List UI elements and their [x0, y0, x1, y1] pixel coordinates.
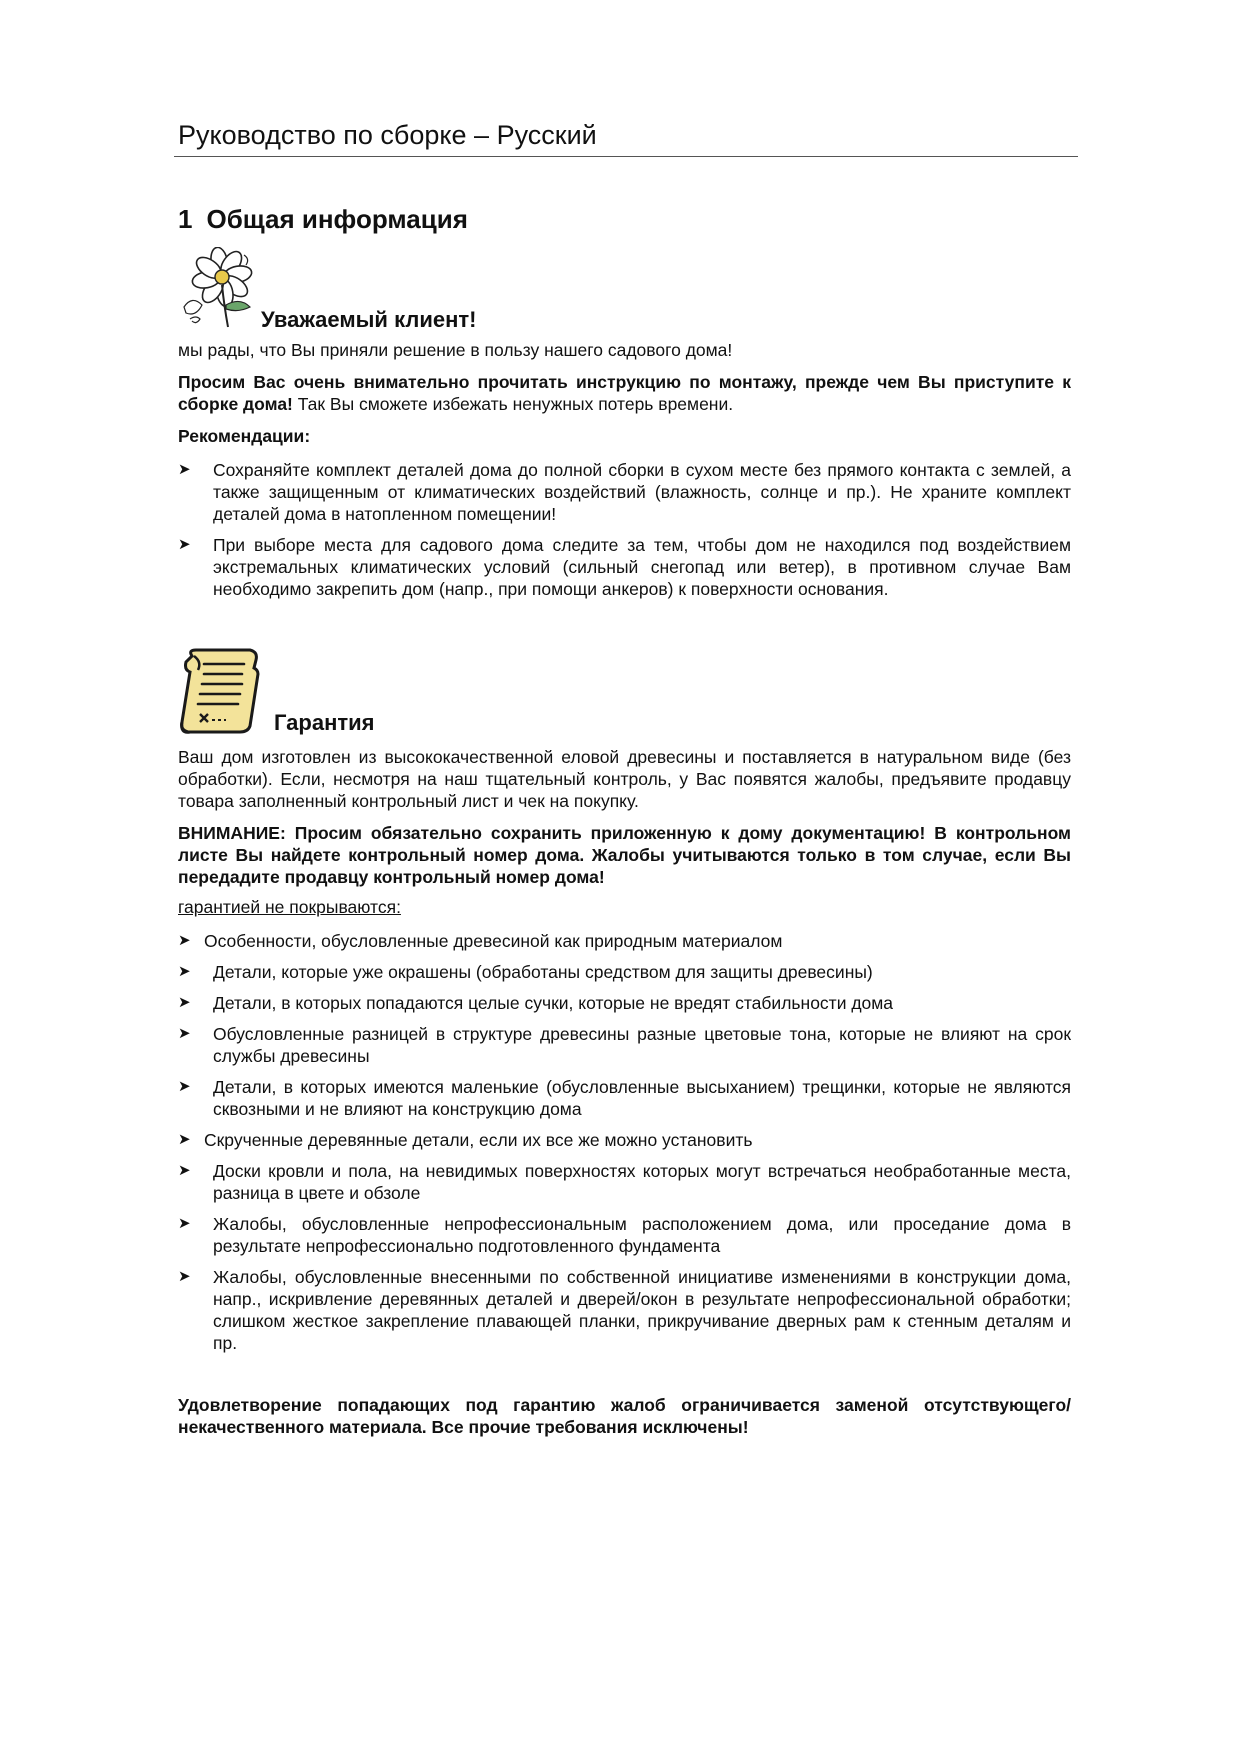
arrowhead-bullet-icon: ➤ — [178, 1131, 191, 1148]
greeting-heading: Уважаемый клиент! — [261, 307, 477, 332]
warranty-intro: Ваш дом изготовлен из высококачественной еловой древесины и поставляется в натуральном виде (без обработки). Если, несмотря на наш тщательный контроль, у Вас появятся жалобы, предъявите продавцу товара заполненный контрольный лист и чек на покупку. — [178, 747, 1071, 811]
list-item-text: При выборе места для садового дома следите за тем, чтобы дом не находился под воздействием экстремальных климатических условий (сильный снегопад или ветер), в противном случае Вам необходимо закрепить дом (напр., при помощи анкеров) к поверхности основания. — [213, 535, 1071, 599]
list-item-text: Жалобы, обусловленные внесенными по собственной инициативе изменениями в конструкции дома, напр., искривление деревянных деталей и дверей/окон в результате непрофессиональной обработки; слишком жесткое закрепление плавающей планки, прикручивание дверных рам к стенным деталям и пр. — [213, 1267, 1071, 1353]
list-item-text: Детали, которые уже окрашены (обработаны средством для защиты древесины) — [213, 962, 873, 982]
arrowhead-bullet-icon: ➤ — [178, 461, 191, 478]
greeting-block — [178, 247, 1071, 333]
intro-paragraph: мы рады, что Вы приняли решение в пользу нашего садового дома! — [178, 340, 733, 360]
recommendations-list — [178, 459, 1071, 600]
final-statement: Удовлетворение попадающих под гарантию жалоб ограничивается заменой отсутствующего/некачественного материала. Все прочие требования исключены! — [178, 1395, 1071, 1437]
list-item — [178, 1213, 1071, 1257]
request-bold: Просим Вас очень внимательно прочитать инструкцию по монтажу, прежде чем Вы приступите к сборке дома! — [178, 372, 1071, 414]
list-item-text: Скрученные деревянные детали, если их все же можно установить — [204, 1130, 753, 1150]
arrowhead-bullet-icon: ➤ — [178, 1162, 191, 1179]
section-number: 1 — [178, 204, 193, 234]
list-item-text: Доски кровли и пола, на невидимых поверхностях которых могут встречаться необработанные места, разница в цвете и обзоле — [213, 1161, 1071, 1203]
request-rest: Так Вы сможете избежать ненужных потерь времени. — [292, 394, 734, 414]
arrowhead-bullet-icon: ➤ — [178, 536, 191, 553]
arrowhead-bullet-icon: ➤ — [178, 1078, 191, 1095]
section-heading — [178, 203, 1071, 235]
list-item — [178, 1266, 1071, 1354]
arrowhead-bullet-icon: ➤ — [178, 994, 191, 1011]
attention-paragraph: ВНИМАНИЕ: Просим обязательно сохранить приложенную к дому документацию! В контрольном листе Вы найдете контрольный номер дома. Жалобы учитываются только в том случае, если Вы передадите продавцу контрольный номер дома! — [178, 823, 1071, 887]
list-item-text: Особенности, обусловленные древесиной как природным материалом — [204, 931, 783, 951]
request-paragraph — [178, 371, 1071, 415]
arrowhead-bullet-icon: ➤ — [178, 963, 191, 980]
warranty-heading: Гарантия — [274, 710, 375, 735]
running-header: Руководство по сборке – Русский — [174, 118, 1078, 157]
arrowhead-bullet-icon: ➤ — [178, 1215, 191, 1232]
list-item-text: Детали, в которых попадаются целые сучки, которые не вредят стабильности дома — [213, 993, 894, 1013]
warranty-block — [178, 646, 1071, 738]
section-title: Общая информация — [206, 204, 468, 234]
list-item-text: Обусловленные разницей в структуре древесины разные цветовые тона, которые не влияют на срок службы древесины — [213, 1024, 1071, 1066]
list-item — [178, 992, 1071, 1014]
recommendations-label: Рекомендации: — [178, 426, 311, 446]
arrowhead-bullet-icon: ➤ — [178, 1268, 191, 1285]
list-item — [178, 1129, 1071, 1151]
daisy-flower-icon — [178, 247, 260, 336]
not-covered-label: гарантией не покрываются: — [178, 897, 401, 917]
list-item-text: Сохраняйте комплект деталей дома до полной сборки в сухом месте без прямого контакта с землей, а также защищенным от климатических воздействий (влажность, солнце и пр.). Не храните комплект деталей дома в натопленном помещении! — [213, 460, 1071, 524]
list-item — [178, 961, 1071, 983]
list-item — [178, 534, 1071, 600]
scroll-document-icon — [178, 646, 264, 741]
arrowhead-bullet-icon: ➤ — [178, 1025, 191, 1042]
list-item — [178, 1076, 1071, 1120]
page-content — [178, 118, 1071, 1438]
list-item — [178, 459, 1071, 525]
arrowhead-bullet-icon: ➤ — [178, 932, 191, 949]
not-covered-list — [178, 930, 1071, 1354]
list-item — [178, 1023, 1071, 1067]
list-item-text: Детали, в которых имеются маленькие (обусловленные высыханием) трещинки, которые не являются сквозными и не влияют на конструкцию дома — [213, 1077, 1071, 1119]
list-item — [178, 1160, 1071, 1204]
list-item — [178, 930, 1071, 952]
list-item-text: Жалобы, обусловленные непрофессиональным расположением дома, или проседание дома в результате непрофессионально подготовленного фундамента — [213, 1214, 1071, 1256]
